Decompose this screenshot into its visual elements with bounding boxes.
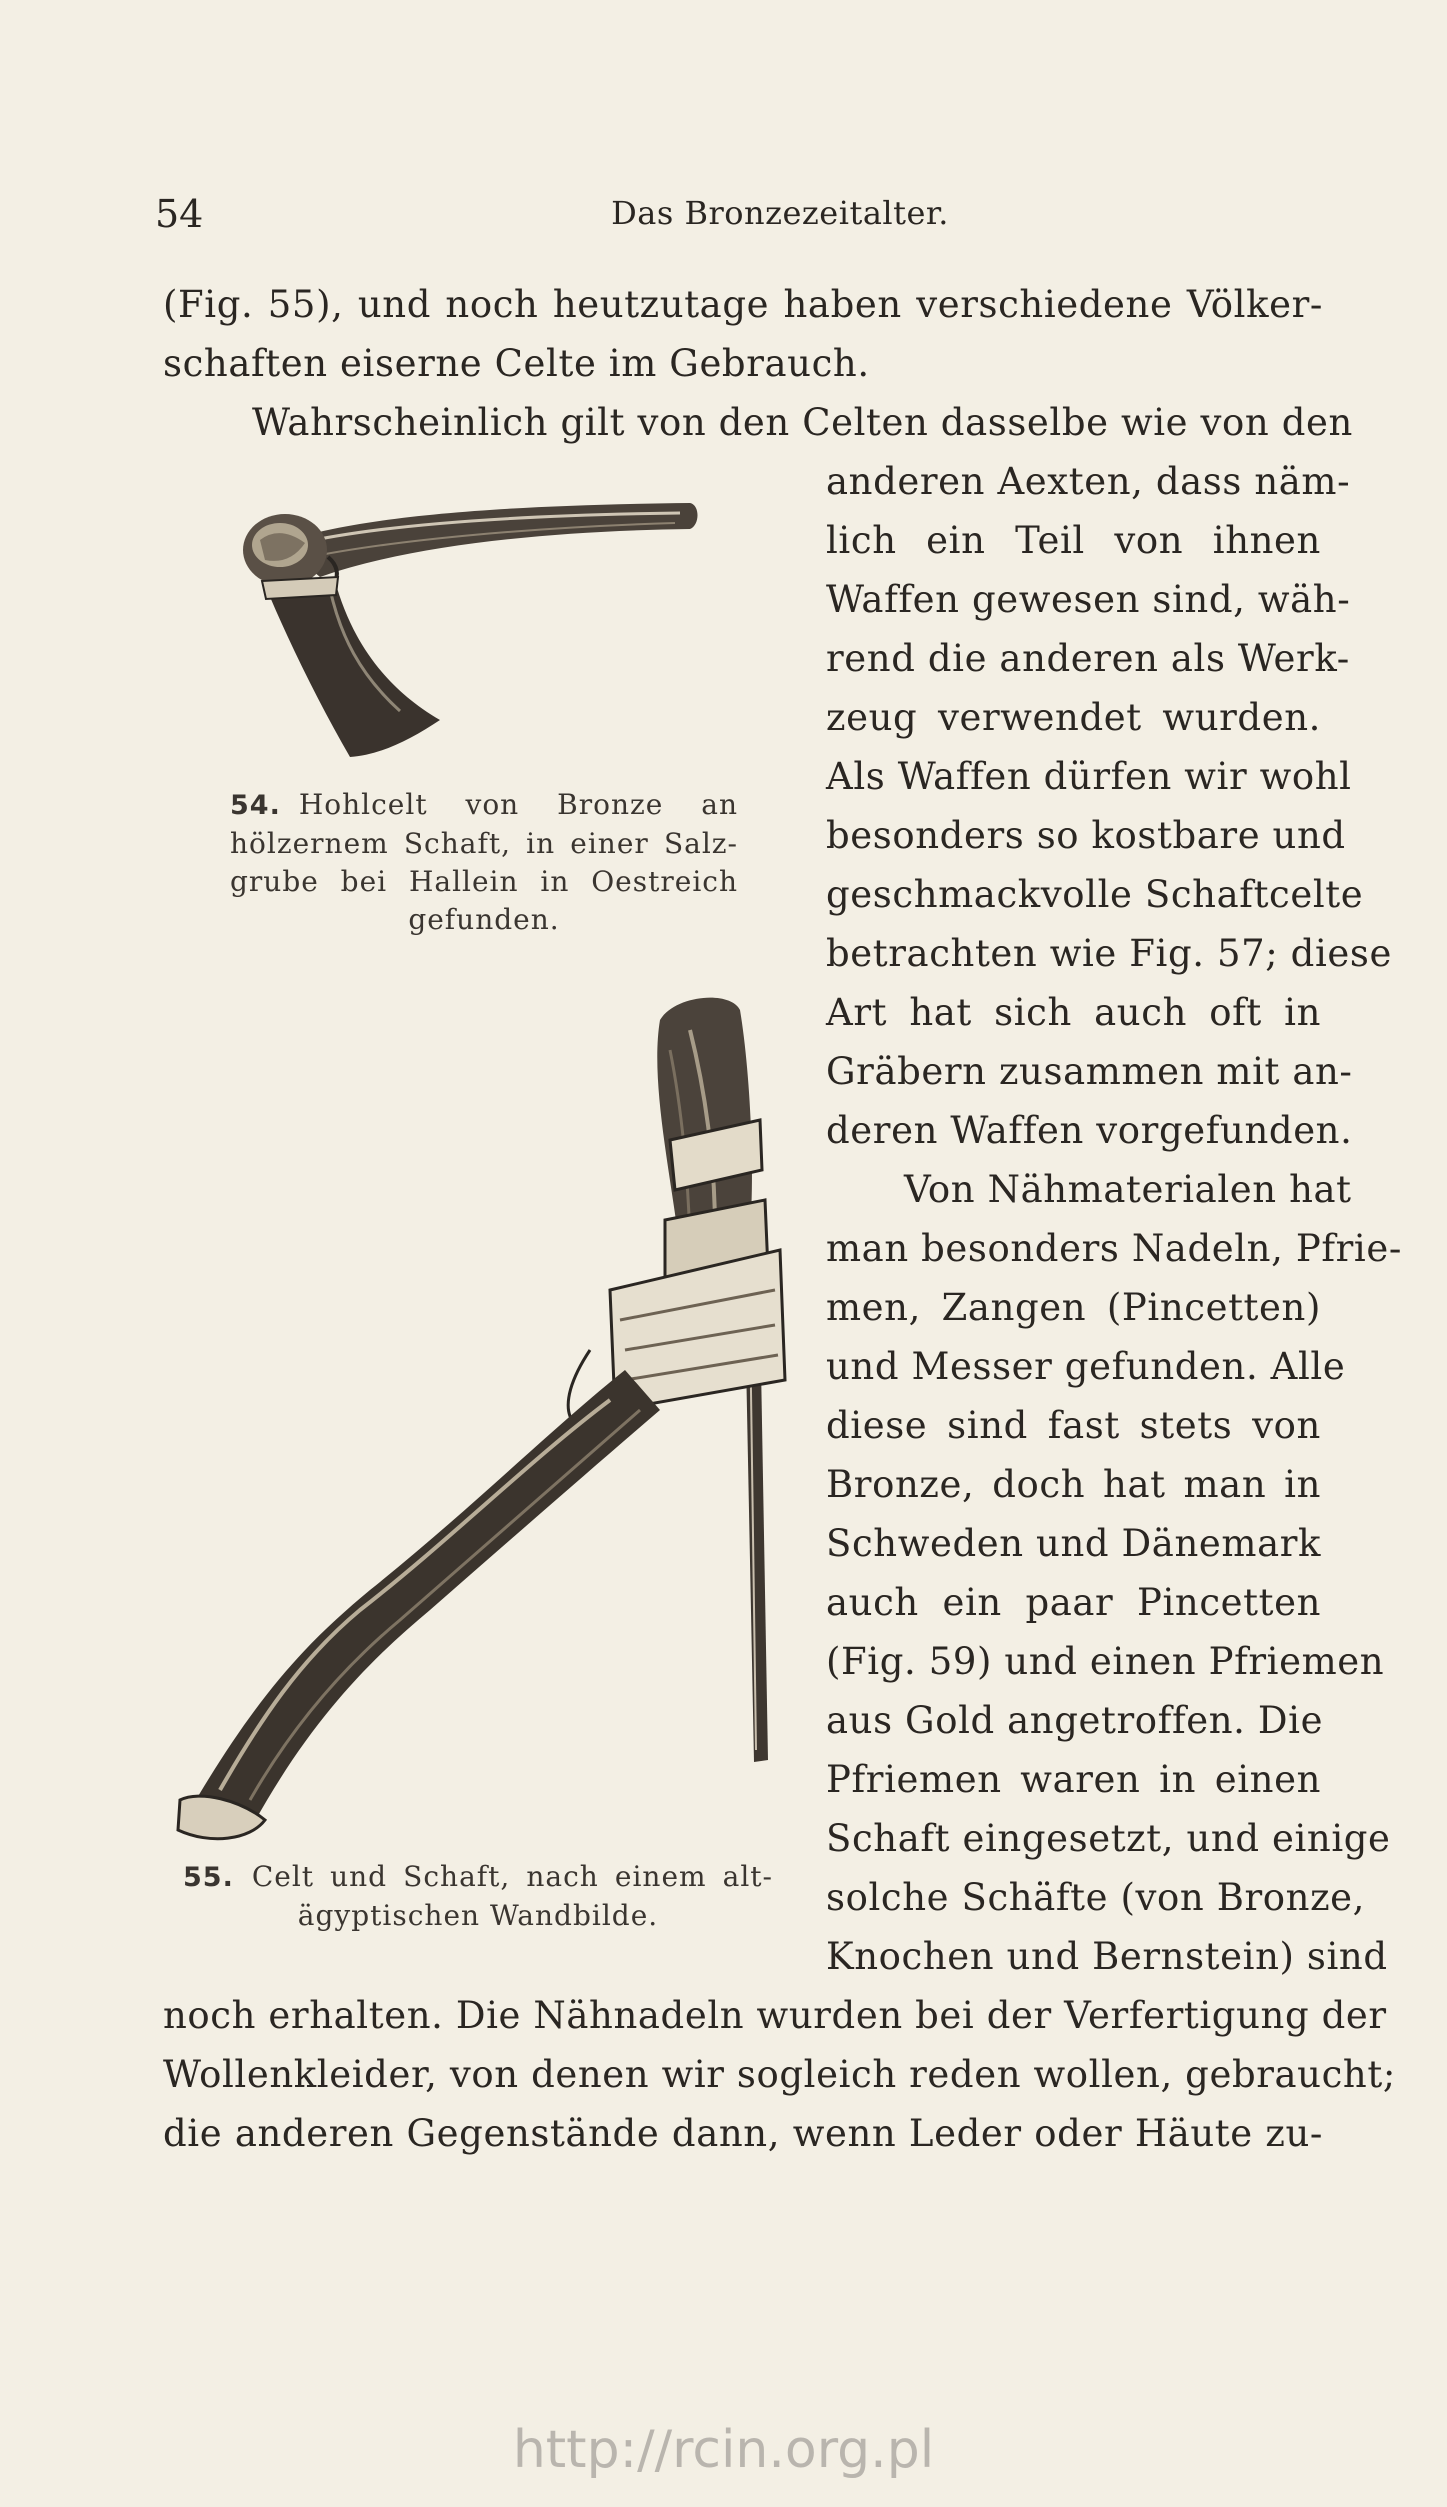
text-line: Pfriemen waren in einen xyxy=(826,1758,1321,1801)
text-line: solche Schäfte (von Bronze, xyxy=(826,1876,1366,1919)
page-header xyxy=(155,192,1325,242)
text-line: Waffen gewesen sind, wäh- xyxy=(826,578,1351,621)
figure-55-caption xyxy=(183,1858,773,1935)
caption-text: gefunden. xyxy=(408,903,560,936)
text-line: Als Waffen dürfen wir wohl xyxy=(826,755,1352,798)
text-line: betrachten wie Fig. 57; diese xyxy=(826,932,1392,975)
text-line: zeug verwendet wurden. xyxy=(826,696,1321,739)
text-line: Von Nähmaterialen hat xyxy=(904,1168,1352,1211)
page-number: 54 xyxy=(155,192,204,236)
text-line: Schaft eingesetzt, und einige xyxy=(826,1817,1391,1860)
text-line: Wahrscheinlich gilt von den Celten dasselbe wie von den xyxy=(252,401,1353,444)
running-title: Das Bronzezeitalter. xyxy=(611,194,949,232)
figure-54-caption xyxy=(230,786,738,939)
caption-text: Hohlcelt von Bronze an xyxy=(298,788,738,821)
text-line: diese sind fast stets von xyxy=(826,1404,1321,1447)
text-line: noch erhalten. Die Nähnadeln wurden bei der Verfertigung der xyxy=(163,1994,1387,2037)
text-line: anderen Aexten, dass näm- xyxy=(826,460,1351,503)
text-line: aus Gold angetroffen. Die xyxy=(826,1699,1324,1742)
text-line: besonders so kostbare und xyxy=(826,814,1346,857)
text-line: (Fig. 55), und noch heutzutage haben verschiedene Völker- xyxy=(163,283,1323,326)
caption-text: Celt und Schaft, nach einem alt- xyxy=(251,1860,773,1893)
figure-55-celt-haft-illustration xyxy=(170,990,790,1850)
figure-54-celt-illustration xyxy=(210,485,710,770)
text-line: rend die anderen als Werk- xyxy=(826,637,1350,680)
figure-55-number: 55. xyxy=(183,1862,234,1893)
text-line: man besonders Nadeln, Pfrie- xyxy=(826,1227,1402,1270)
text-line: geschmackvolle Schaftcelte xyxy=(826,873,1364,916)
text-line: und Messer gefunden. Alle xyxy=(826,1345,1346,1388)
caption-text: grube bei Hallein in Oestreich xyxy=(230,865,738,898)
text-line: Wollenkleider, von denen wir sogleich reden wollen, gebraucht; xyxy=(163,2053,1396,2096)
text-line: auch ein paar Pincetten xyxy=(826,1581,1321,1624)
caption-text: ägyptischen Wandbilde. xyxy=(297,1899,659,1932)
text-line: men, Zangen (Pincetten) xyxy=(826,1286,1321,1329)
source-watermark: http://rcin.org.pl xyxy=(512,2420,935,2480)
text-line: Schweden und Dänemark xyxy=(826,1522,1322,1565)
text-line: lich ein Teil von ihnen xyxy=(826,519,1321,562)
text-line: Knochen und Bernstein) sind xyxy=(826,1935,1388,1978)
text-line: Bronze, doch hat man in xyxy=(826,1463,1321,1506)
text-line: (Fig. 59) und einen Pfriemen xyxy=(826,1640,1385,1683)
text-line: Art hat sich auch oft in xyxy=(826,991,1321,1034)
text-line: Gräbern zusammen mit an- xyxy=(826,1050,1353,1093)
text-line: die anderen Gegenstände dann, wenn Leder oder Häute zu- xyxy=(163,2112,1323,2155)
caption-text: hölzernem Schaft, in einer Salz- xyxy=(230,827,738,860)
text-line: deren Waffen vorgefunden. xyxy=(826,1109,1353,1152)
figure-54-number: 54. xyxy=(230,790,281,821)
text-line: schaften eiserne Celte im Gebrauch. xyxy=(163,342,870,385)
